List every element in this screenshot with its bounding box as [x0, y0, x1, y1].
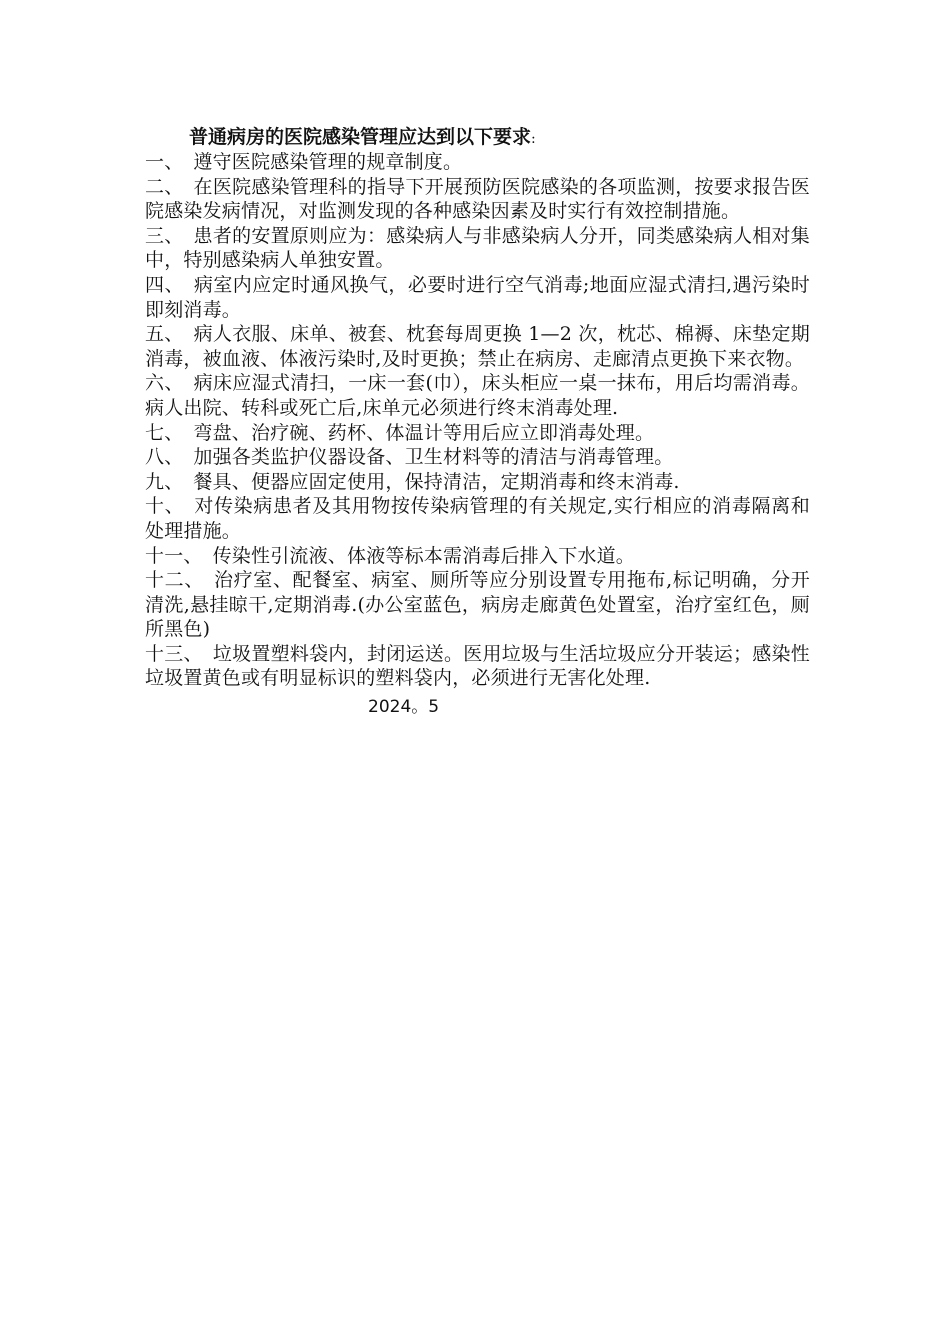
item-number: 十一、: [145, 544, 203, 567]
item-text: 患者的安置原则应为：感染病人与非感染病人分开，同类感染病人相对集中，特别感染病人单独安置。: [145, 224, 811, 272]
list-item: [145, 544, 810, 569]
list-item: [145, 371, 810, 420]
list-item: [145, 494, 810, 543]
item-number: 七、: [145, 421, 184, 444]
item-text: 弯盘、治疗碗、药杯、体温计等用后应立即消毒处理。: [193, 421, 655, 444]
list-item: [145, 273, 810, 322]
item-number: 十二、: [145, 569, 204, 592]
list-item: [145, 322, 810, 371]
list-item: [145, 175, 810, 224]
document-title: [189, 124, 810, 150]
document-title-text: 普通病房的医院感染管理应达到以下要求: [189, 126, 532, 148]
item-text: 治疗室、配餐室、病室、厕所等应分别设置专用拖布,标记明确，分开清洗,悬挂晾干,定期消毒.(办公室蓝色，病房走廊黄色处置室，治疗室红色，厕所黑色): [145, 569, 810, 641]
item-text: 在医院感染管理科的指导下开展预防医院感染的各项监测，按要求报告医院感染发病情况，对监测发现的各种感染因素及时实行有效控制措施。: [145, 175, 811, 223]
item-number: 四、: [145, 273, 184, 296]
item-text: 垃圾置塑料袋内，封闭运送。医用垃圾与生活垃圾应分开装运；感染性垃圾置黄色或有明显标识的塑料袋内，必须进行无害化处理.: [145, 642, 811, 690]
list-item: [145, 421, 810, 446]
item-number: 十、: [145, 495, 185, 518]
list-item: [145, 642, 810, 691]
item-text: 病人衣服、床单、被套、枕套每周更换 1—2 次，枕芯、棉褥、床垫定期消毒，被血液、体液污染时,及时更换；禁止在病房、走廊清点更换下来衣物。: [145, 323, 810, 370]
list-item: [145, 150, 810, 175]
item-number: 八、: [145, 446, 184, 469]
item-text: 对传染病患者及其用物按传染病管理的有关规定,实行相应的消毒隔离和处理措施。: [145, 495, 810, 542]
list-item: [145, 445, 810, 470]
item-text: 遵守医院感染管理的规章制度。: [193, 151, 463, 173]
item-number: 三、: [145, 224, 184, 247]
item-text: 病床应湿式清扫，一床一套(巾），床头柜应一桌一抹布，用后均需消毒。病人出院、转科或死亡后,床单元必须进行终末消毒处理.: [145, 372, 810, 419]
document-title-colon: :: [531, 131, 536, 147]
item-text: 餐具、便器应固定使用，保持清洁，定期消毒和终末消毒.: [193, 470, 680, 493]
item-number: 二、: [145, 175, 184, 198]
list-item: [145, 224, 810, 273]
list-item: [145, 568, 810, 642]
item-number: 五、: [145, 323, 184, 346]
list-item: [145, 470, 810, 495]
item-number: 九、: [145, 470, 184, 493]
item-number: 六、: [145, 372, 184, 395]
document-page: [145, 124, 810, 719]
item-number: 十三、: [145, 642, 203, 665]
item-text: 传染性引流液、体液等标本需消毒后排入下水道。: [212, 544, 636, 567]
document-date: 2024。5: [368, 697, 440, 718]
item-text: 加强各类监护仪器设备、卫生材料等的清洁与消毒管理。: [193, 446, 674, 469]
item-number: 一、: [145, 151, 184, 173]
item-text: 病室内应定时通风换气，必要时进行空气消毒;地面应湿式清扫,遇污染时即刻消毒。: [145, 273, 810, 321]
